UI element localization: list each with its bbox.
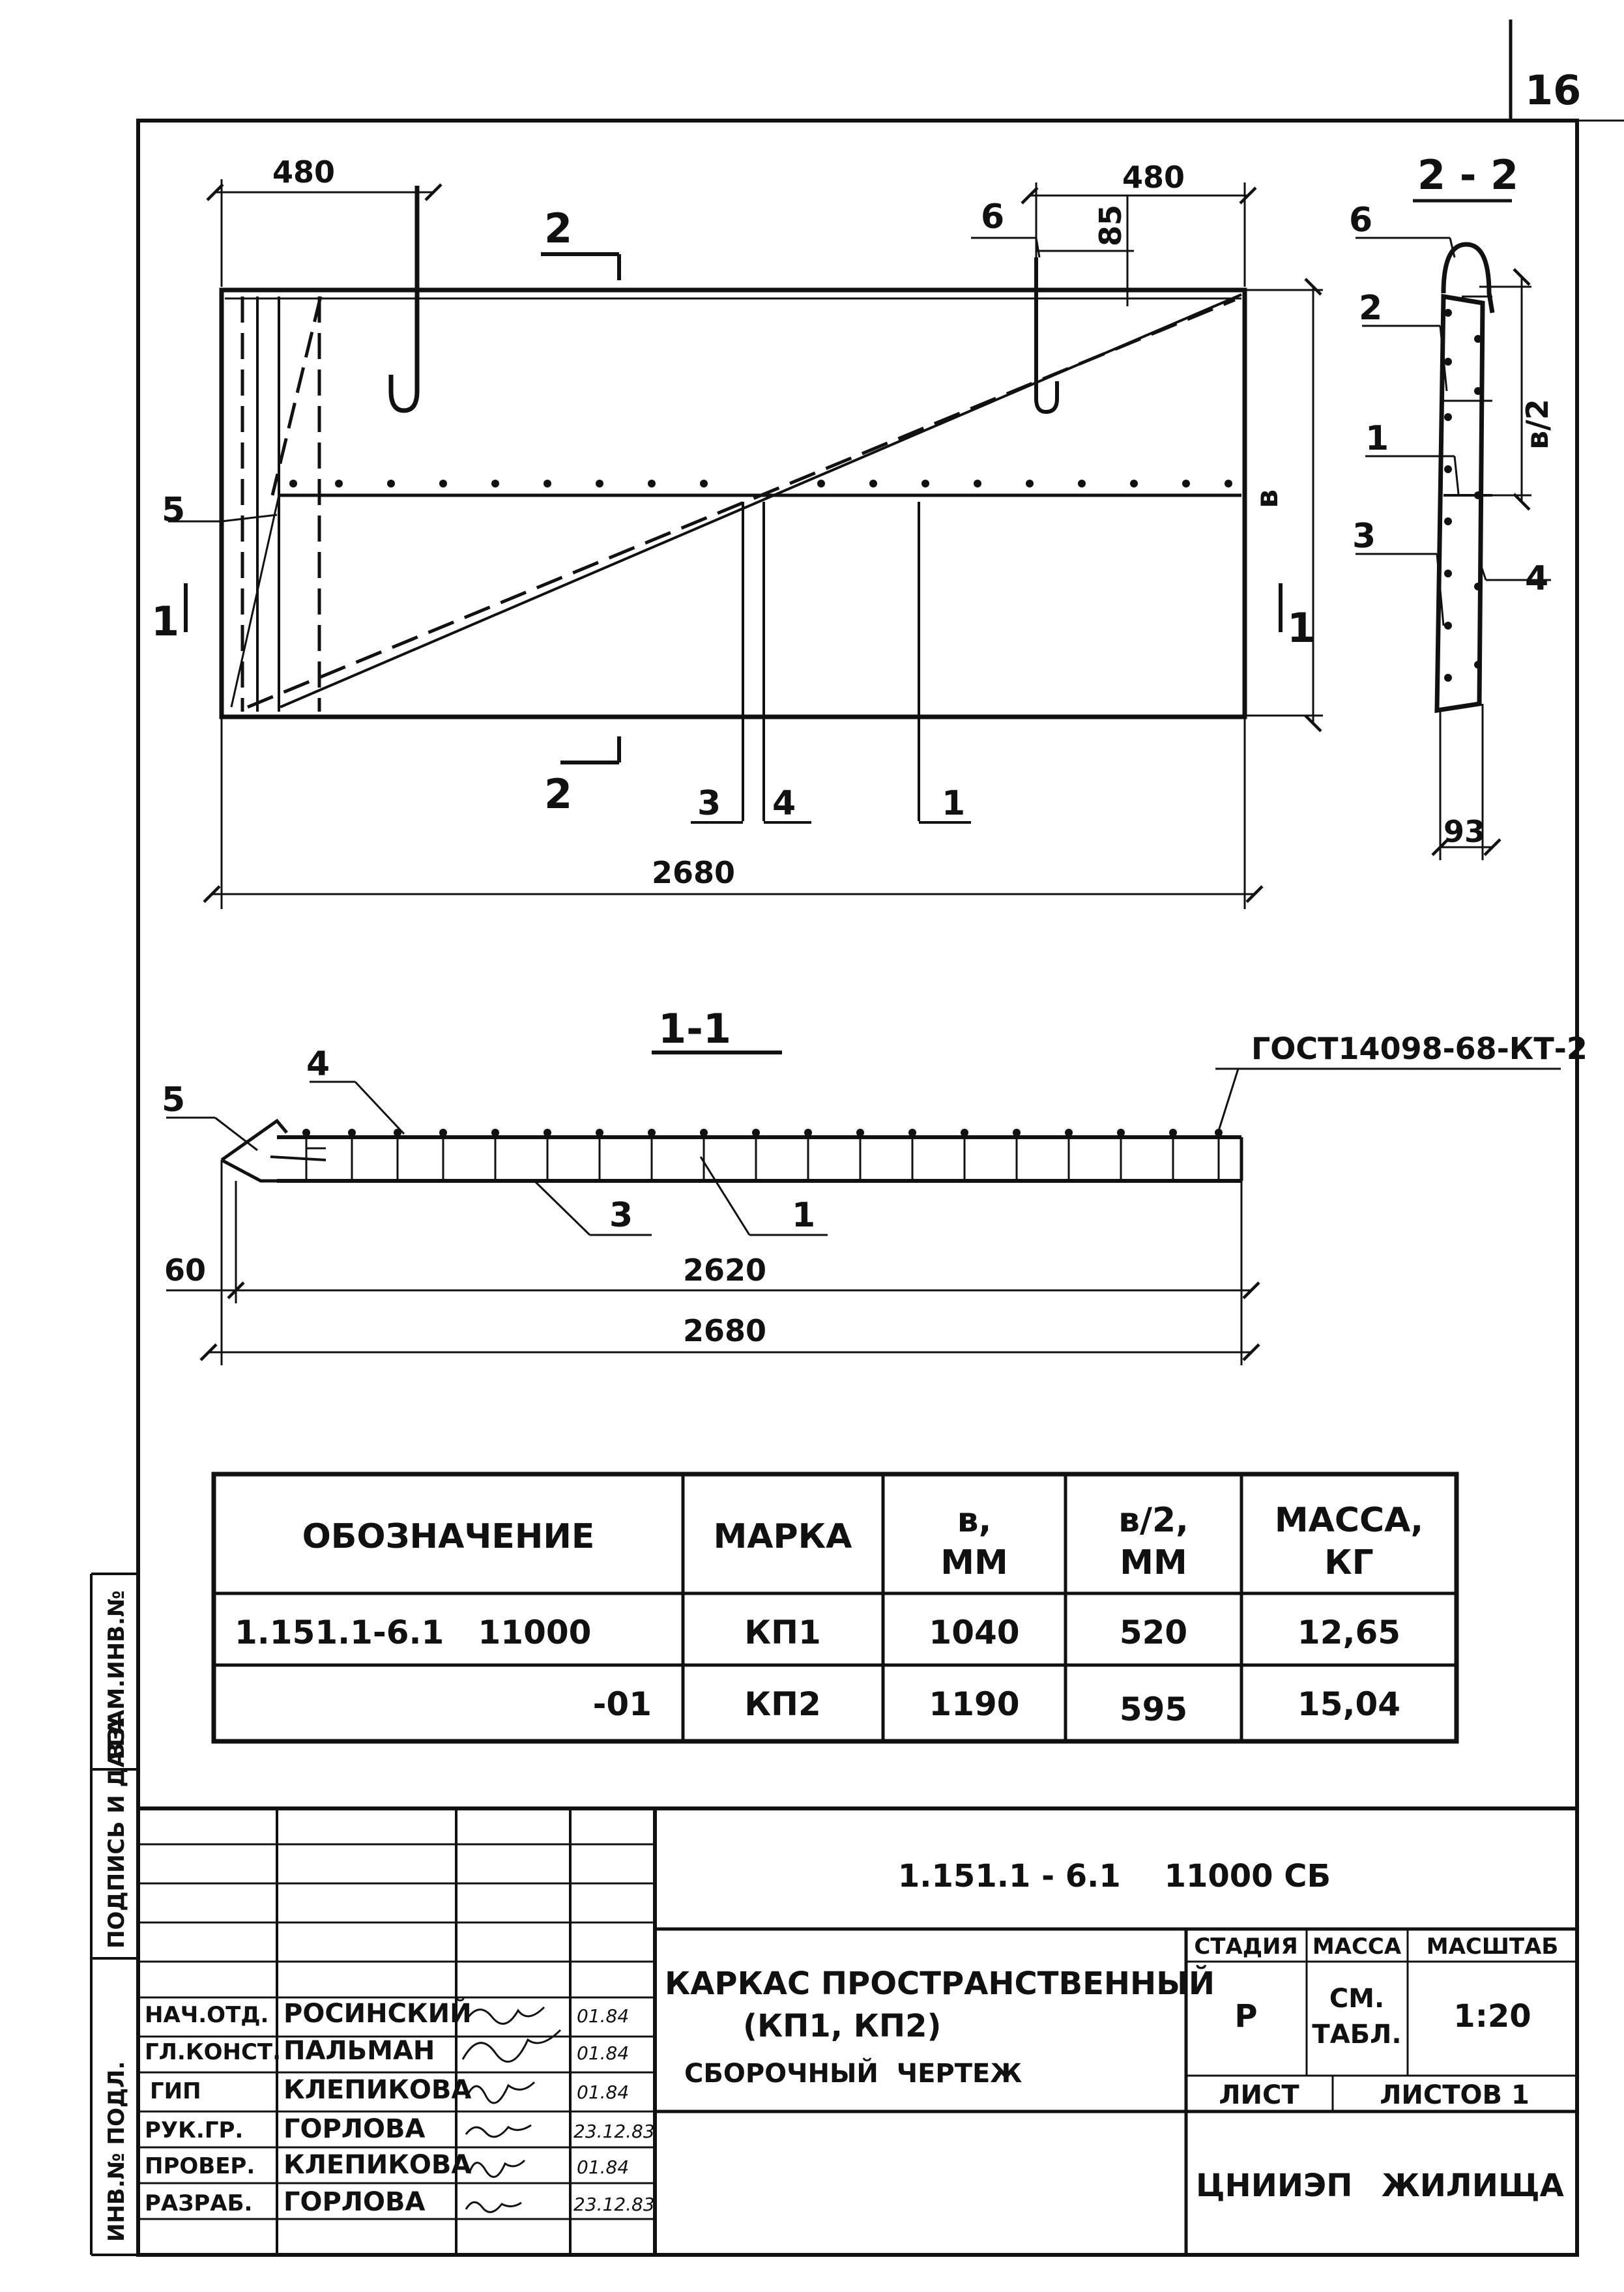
s22-dim-half: в/2 [1520, 399, 1555, 450]
staff-row [145, 1997, 629, 2029]
plan-diag-dashed [248, 300, 1235, 707]
staff-date: 01.84 [577, 2005, 630, 2027]
stamp-inv-orig: ИНВ.№ ПОДЛ. [104, 2061, 130, 2242]
s22-callout-2: 2 [1359, 289, 1383, 328]
stage-value: Р [1234, 1998, 1258, 2035]
plan-view [222, 186, 1245, 822]
th-designation: ОБОЗНАЧЕНИЕ [302, 1517, 595, 1556]
table-row [593, 1685, 1400, 1728]
row1-b2: 520 [1119, 1614, 1188, 1651]
page-number: 16 [1525, 66, 1582, 114]
stamp-inv-repl: ВЗАМ.ИНВ.№ [104, 1590, 130, 1760]
staff-name: ПАЛЬМАН [283, 2036, 435, 2066]
plan-callout-5: 5 [162, 491, 186, 530]
doc-code: 1.151.1 - 6.1 11000 СБ [897, 1858, 1331, 1894]
staff-role: РАЗРАБ. [145, 2190, 253, 2216]
th-mass-unit: КГ [1324, 1543, 1374, 1582]
staff-row [145, 2187, 655, 2217]
spec-table [214, 1474, 1457, 1741]
section-1-1-verticals [306, 1137, 1219, 1181]
s11-dim-2620: 2620 [683, 1253, 767, 1288]
th-mass: МАССА, [1274, 1501, 1424, 1540]
mass-value-2: ТАБЛ. [1312, 2020, 1402, 2050]
row1-designation: 1.151.1-6.1 11000 [235, 1614, 592, 1651]
staff-row [145, 2150, 629, 2180]
s11-dim-60: 60 [164, 1253, 207, 1288]
staff-role: РУК.ГР. [145, 2117, 244, 2143]
table-row [235, 1614, 1400, 1651]
staff-name: ГОРЛОВА [283, 2114, 426, 2144]
staff-role: ПРОВЕР. [145, 2153, 255, 2179]
row1-mass: 12,65 [1297, 1614, 1401, 1651]
dim-height-b: в [1249, 489, 1284, 508]
row2-designation: -01 [592, 1685, 652, 1723]
sheets-label: ЛИСТОВ 1 [1380, 2080, 1530, 2110]
s11-dim-2680: 2680 [683, 1313, 767, 1348]
section-1-1-title: 1-1 [658, 1005, 732, 1052]
stamp-sign-date: ПОДПИСЬ И ДАТА [104, 1718, 130, 1949]
s22-callout-1: 1 [1365, 419, 1389, 458]
staff-name: РОСИНСКИЙ [283, 1999, 472, 2029]
s22-dim-93: 93 [1443, 814, 1486, 849]
staff-row [150, 2075, 629, 2105]
doc-name-line2: (КП1, КП2) [743, 2008, 942, 2044]
staff-date: 23.12.83 [573, 2194, 655, 2215]
org-name-1: ЦНИИЭП [1196, 2168, 1353, 2204]
dim-2680-plan: 2680 [652, 855, 736, 890]
s11-callout-5: 5 [162, 1081, 186, 1120]
section-2-2-view [1356, 238, 1551, 860]
signature-mark [466, 2082, 534, 2103]
section-mark-1-right: 1 [1287, 604, 1316, 652]
th-b2: в/2, [1118, 1501, 1189, 1540]
staff-name: КЛЕПИКОВА [283, 2150, 472, 2180]
dim-480-right: 480 [1122, 160, 1185, 195]
mass-label: МАССА [1312, 1934, 1402, 1960]
staff-name: КЛЕПИКОВА [283, 2075, 472, 2105]
signature-mark [466, 2007, 544, 2024]
row1-b: 1040 [929, 1614, 1020, 1651]
s22-callout-6: 6 [1349, 201, 1373, 240]
row2-mark: КП2 [744, 1685, 821, 1723]
section-mark-1-left: 1 [151, 598, 180, 645]
th-b2-unit: ММ [1120, 1543, 1187, 1582]
plan-callout-4: 4 [772, 784, 796, 823]
section-1-1-leaders [166, 1069, 1561, 1235]
th-b: в, [957, 1501, 992, 1540]
staff-role: НАЧ.ОТД. [145, 2002, 269, 2028]
s22-callout-4: 4 [1525, 559, 1549, 598]
plan-callout-3: 3 [697, 784, 721, 823]
row1-mark: КП1 [744, 1614, 821, 1651]
s22-callout-3: 3 [1352, 517, 1376, 556]
staff-name: ГОРЛОВА [283, 2187, 426, 2217]
plan-bar-5b [231, 495, 279, 707]
s11-callout-1: 1 [792, 1196, 816, 1235]
scale-value: 1:20 [1453, 1998, 1531, 2035]
scale-label: МАСШТАБ [1426, 1934, 1559, 1960]
plan-callout-6: 6 [981, 197, 1005, 237]
signature-mark [466, 2125, 531, 2137]
staff-date: 01.84 [577, 2042, 630, 2064]
section-mark-2-top: 2 [544, 205, 573, 252]
s11-gost-label: ГОСТ14098-68-КТ-2 [1251, 1031, 1588, 1066]
doc-name-line3: СБОРОЧНЫЙ ЧЕРТЕЖ [684, 2059, 1022, 2089]
plan-weld-dots [289, 480, 1232, 487]
staff-role: ГИП [150, 2078, 201, 2104]
dim-85: 85 [1093, 204, 1128, 246]
stage-label: СТАДИЯ [1194, 1934, 1298, 1960]
th-mark: МАРКА [713, 1517, 852, 1556]
row2-b: 1190 [929, 1685, 1020, 1723]
signature-mark [466, 2202, 521, 2212]
section-2-2-title: 2 - 2 [1417, 151, 1519, 199]
s11-callout-4: 4 [306, 1045, 330, 1084]
th-b-unit: ММ [940, 1543, 1008, 1582]
staff-date: 23.12.83 [573, 2121, 655, 2142]
signature-mark [463, 2030, 560, 2062]
s11-callout-3: 3 [609, 1196, 633, 1235]
staff-row [145, 2030, 629, 2066]
signature-mark [469, 2160, 525, 2177]
staff-role: ГЛ.КОНСТ. [145, 2039, 282, 2065]
row2-mass: 15,04 [1297, 1685, 1401, 1723]
sheet-label: ЛИСТ [1219, 2080, 1299, 2110]
page-number-box [1511, 20, 1624, 121]
mass-value-1: СМ. [1329, 1984, 1385, 2014]
plan-loop-6 [1036, 257, 1057, 412]
dim-480-left: 480 [272, 154, 336, 190]
section-1-1-view [222, 1121, 1241, 1181]
doc-name-line1: КАРКАС ПРОСТРАНСТВЕННЫЙ [665, 1966, 1215, 2002]
staff-date: 01.84 [577, 2156, 630, 2178]
staff-row [145, 2114, 655, 2144]
plan-callout-1: 1 [942, 784, 966, 823]
section-mark-2-bottom: 2 [544, 770, 573, 818]
org-name-2: ЖИЛИЩА [1382, 2168, 1564, 2204]
staff-date: 01.84 [577, 2082, 630, 2103]
row2-b2: 595 [1119, 1690, 1188, 1728]
